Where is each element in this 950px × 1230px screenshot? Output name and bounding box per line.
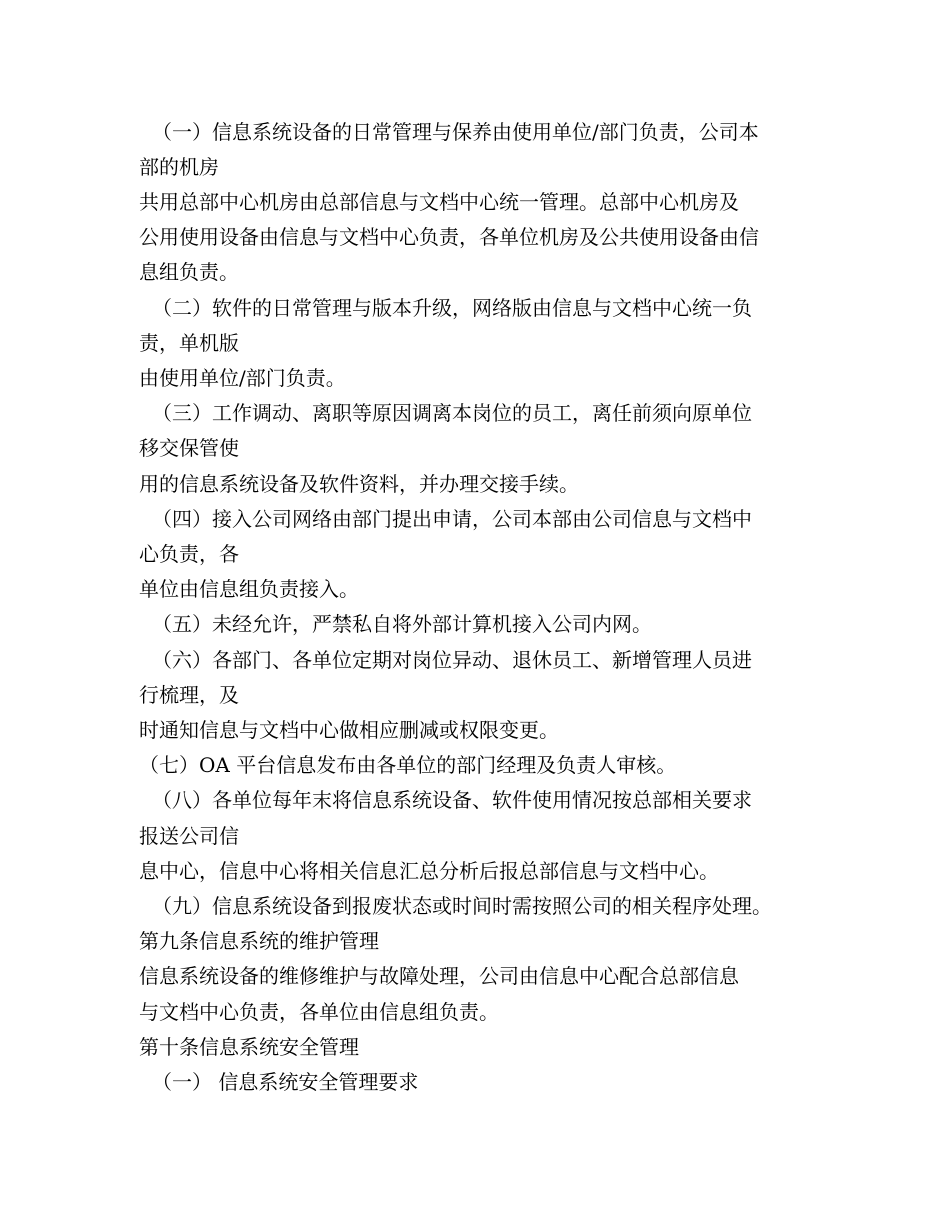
- text-line: （五）未经允许，严禁私自将外部计算机接入公司内网。: [152, 612, 652, 636]
- text-line: 心负责，各: [139, 542, 239, 566]
- text-line: 由使用单位/部门负责。: [139, 366, 346, 390]
- text-line: 报送公司信: [139, 824, 239, 848]
- sub-heading: （一） 信息系统安全管理要求: [152, 1070, 419, 1094]
- text-line: 责，单机版: [139, 331, 239, 355]
- text-line: 信息系统设备的维修维护与故障处理，公司由信息中心配合总部信息: [139, 964, 739, 988]
- text-line: （一）信息系统设备的日常管理与保养由使用单位/部门负责，公司本: [152, 120, 759, 144]
- text-line: 用的信息系统设备及软件资料，并办理交接手续。: [139, 472, 579, 496]
- text-line: 息中心，信息中心将相关信息汇总分析后报总部信息与文档中心。: [139, 859, 719, 883]
- text-line: 部的机房: [139, 155, 219, 179]
- text-line: 与文档中心负责，各单位由信息组负责。: [139, 1000, 499, 1024]
- text-line: （七）OA 平台信息发布由各单位的部门经理及负责人审核。: [139, 753, 677, 777]
- text-line: （八）各单位每年末将信息系统设备、软件使用情况按总部相关要求: [152, 788, 752, 812]
- text-line: 行梳理，及: [139, 683, 239, 707]
- section-heading: 第九条信息系统的维护管理: [139, 929, 379, 953]
- text-line: （二）软件的日常管理与版本升级，网络版由信息与文档中心统一负: [152, 296, 752, 320]
- text-line: （九）信息系统设备到报废状态或时间时需按照公司的相关程序处理。: [152, 894, 772, 918]
- text-line: 移交保管使: [139, 436, 239, 460]
- text-line: 单位由信息组负责接入。: [139, 577, 359, 601]
- text-line: （三）工作调动、离职等原因调离本岗位的员工，离任前须向原单位: [152, 401, 752, 425]
- section-heading: 第十条信息系统安全管理: [139, 1035, 359, 1059]
- text-line: 公用使用设备由信息与文档中心负责，各单位机房及公共使用设备由信: [139, 225, 759, 249]
- text-line: （四）接入公司网络由部门提出申请，公司本部由公司信息与文档中: [152, 507, 752, 531]
- text-line: 息组负责。: [139, 260, 239, 284]
- text-line: 共用总部中心机房由总部信息与文档中心统一管理。总部中心机房及: [139, 190, 739, 214]
- text-line: 时通知信息与文档中心做相应删减或权限变更。: [139, 718, 559, 742]
- text-line: （六）各部门、各单位定期对岗位异动、退休员工、新增管理人员进: [152, 648, 752, 672]
